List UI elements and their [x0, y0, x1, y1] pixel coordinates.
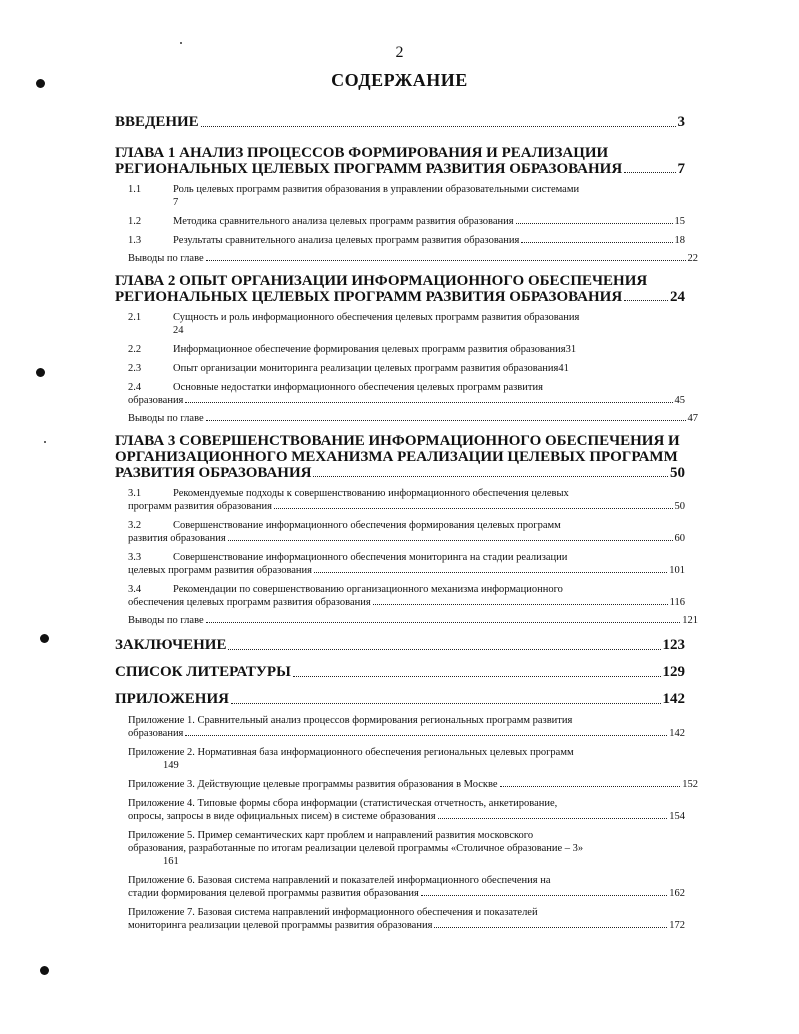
toc-entry-label: СПИСОК ЛИТЕРАТУРЫ: [115, 664, 291, 680]
dot-leader: [521, 242, 672, 243]
section-number: 2.4: [128, 382, 142, 393]
section-title-cont: развития образования: [128, 533, 226, 544]
summary-label: Выводы по главе: [128, 615, 204, 626]
toc-entry-page: 7: [677, 161, 685, 177]
chapter-title-line: РАЗВИТИЯ ОБРАЗОВАНИЯ: [115, 465, 312, 481]
summary-page: 121: [682, 615, 698, 626]
page-number: 2: [395, 44, 404, 61]
toc-section[interactable]: [128, 183, 685, 209]
toc-appendix[interactable]: [115, 906, 685, 932]
toc-section[interactable]: [128, 551, 685, 577]
section-title: Совершенствование информационного обеспечения формирования целевых программ: [173, 520, 561, 531]
toc-appendix[interactable]: [115, 829, 685, 868]
toc-entry-label: ПРИЛОЖЕНИЯ: [115, 691, 229, 707]
section-title-cont: программ развития образования: [128, 501, 272, 512]
toc-section[interactable]: [128, 381, 685, 407]
dot-leader: [313, 476, 668, 477]
dot-leader: [201, 126, 676, 127]
toc-section[interactable]: [128, 215, 685, 228]
section-number: 3.3: [128, 552, 142, 563]
section-title: Совершенствование информационного обеспечения мониторинга на стадии реализации: [173, 552, 568, 563]
appendix-title-cont: образования: [128, 728, 184, 739]
appendix-title: Приложение 2. Нормативная база информационного обеспечения региональных целевых программ: [128, 747, 574, 758]
dot-leader: [438, 818, 668, 819]
dot-leader: [206, 420, 686, 421]
chapter-title-line: ГЛАВА 3 СОВЕРШЕНСТВОВАНИЕ ИНФОРМАЦИОННОГО ОБЕСПЕЧЕНИЯ И: [115, 433, 680, 449]
toc-entry-label: ЗАКЛЮЧЕНИЕ: [115, 637, 227, 653]
section-title: Опыт организации мониторинга реализации целевых программ развития образования: [173, 363, 559, 374]
dot-leader: [516, 223, 673, 224]
appendix-page: 162: [669, 888, 685, 899]
toc-section[interactable]: [128, 519, 685, 545]
scan-mark: [40, 966, 49, 975]
section-number: 2.2: [128, 344, 142, 355]
section-number: 2.1: [128, 312, 142, 323]
chapter-title-line: РЕГИОНАЛЬНЫХ ЦЕЛЕВЫХ ПРОГРАММ РАЗВИТИЯ ОБРАЗОВАНИЯ: [115, 289, 623, 305]
section-number: 3.2: [128, 520, 142, 531]
section-page: 50: [674, 501, 685, 512]
section-number: 3.1: [128, 488, 142, 499]
toc-section[interactable]: [128, 311, 685, 337]
dot-leader: [185, 402, 672, 403]
dot-leader: [228, 540, 673, 541]
section-title: Роль целевых программ развития образования в управлении образовательными системами: [173, 184, 580, 195]
toc-section[interactable]: [128, 343, 685, 356]
toc-chapter-3[interactable]: [115, 433, 685, 481]
toc-appendix[interactable]: [115, 778, 698, 791]
appendix-title-cont: образования, разработанные по итогам реализации целевой программы «Столичное образование – 3»: [128, 843, 584, 854]
appendix-title: Приложение 1. Сравнительный анализ процессов формирования региональных программ развития: [128, 715, 573, 726]
section-page: 41: [558, 363, 569, 374]
section-title: Рекомендации по совершенствованию организационного механизма информационного: [173, 584, 563, 595]
chapter-title-line: ОРГАНИЗАЦИОННОГО МЕХАНИЗМА РЕАЛИЗАЦИИ ЦЕЛЕВЫХ ПРОГРАММ: [115, 449, 678, 465]
chapter-title-line: ГЛАВА 2 ОПЫТ ОРГАНИЗАЦИИ ИНФОРМАЦИОННОГО ОБЕСПЕЧЕНИЯ: [115, 273, 648, 289]
toc-section-list: [115, 183, 685, 247]
toc-chapter-summary[interactable]: [115, 252, 698, 265]
section-page: 101: [669, 565, 685, 576]
appendix-title: Приложение 4. Типовые формы сбора информации (статистическая отчетность, анкетирование,: [128, 798, 558, 809]
dot-leader: [421, 895, 667, 896]
dot-leader: [624, 300, 668, 301]
toc-entry-conclusion[interactable]: [115, 637, 685, 654]
dot-leader: [293, 676, 661, 677]
dot-leader: [206, 260, 686, 261]
toc-entry-page: 50: [670, 465, 685, 481]
dot-leader: [434, 927, 667, 928]
toc-section[interactable]: [128, 583, 685, 609]
toc-chapter-summary[interactable]: [115, 614, 698, 627]
summary-page: 22: [687, 253, 698, 264]
section-title: Основные недостатки информационного обеспечения целевых программ развития: [173, 382, 543, 393]
toc-entry-page: 129: [662, 664, 685, 680]
section-title-cont: целевых программ развития образования: [128, 565, 313, 576]
toc-entry-introduction[interactable]: [115, 114, 685, 131]
appendix-title: Приложение 7. Базовая система направлений информационного обеспечения и показателей: [128, 907, 538, 918]
table-of-contents: [115, 114, 698, 932]
section-page: 45: [674, 395, 685, 406]
appendix-title: Приложение 3. Действующие целевые программы развития образования в Москве: [128, 779, 498, 790]
page-title: СОДЕРЖАНИЕ: [331, 70, 468, 90]
appendix-title: Приложение 5. Пример семантических карт проблем и направлений развития московского: [128, 830, 534, 841]
toc-entry-page: 24: [670, 289, 685, 305]
dot-leader: [274, 508, 673, 509]
toc-entry-page: 123: [662, 637, 685, 653]
section-page: 15: [674, 216, 685, 227]
dot-leader: [206, 622, 681, 623]
toc-section[interactable]: [128, 362, 685, 375]
section-page: 7: [173, 197, 179, 208]
section-title: Методика сравнительного анализа целевых программ развития образования: [173, 216, 514, 227]
toc-appendix[interactable]: [115, 874, 685, 900]
toc-section-list: [115, 311, 685, 407]
dot-leader: [373, 604, 668, 605]
toc-section-list: [115, 487, 685, 609]
section-number: 1.1: [128, 184, 142, 195]
dot-leader: [500, 786, 681, 787]
dot-leader: [231, 703, 661, 704]
summary-page: 47: [687, 413, 698, 424]
toc-entry-page: 3: [677, 114, 685, 130]
section-number: 2.3: [128, 363, 142, 374]
toc-entry-label: ВВЕДЕНИЕ: [115, 114, 199, 130]
chapter-title-line: ГЛАВА 1 АНАЛИЗ ПРОЦЕССОВ ФОРМИРОВАНИЯ И РЕАЛИЗАЦИИ: [115, 145, 609, 161]
summary-label: Выводы по главе: [128, 413, 204, 424]
appendix-page: 161: [163, 856, 179, 867]
toc-appendix[interactable]: [115, 714, 685, 740]
toc-appendix[interactable]: [115, 746, 685, 772]
toc-chapter-2[interactable]: [115, 273, 685, 305]
section-number: 1.3: [128, 235, 142, 246]
toc-entry-appendices[interactable]: [115, 691, 685, 708]
section-page: 24: [173, 325, 184, 336]
section-number: 3.4: [128, 584, 142, 595]
appendix-title-cont: стадии формирования целевой программы развития образования: [128, 888, 419, 899]
scan-mark: [40, 634, 49, 643]
dot-leader: [314, 572, 667, 573]
section-title-cont: обеспечения целевых программ развития образования: [128, 597, 371, 608]
section-page: 60: [674, 533, 685, 544]
appendix-page: 142: [669, 728, 685, 739]
scan-mark: [36, 368, 45, 377]
toc-appendix[interactable]: [115, 797, 685, 823]
section-page: 116: [669, 597, 685, 608]
toc-entry-bibliography[interactable]: [115, 664, 685, 681]
dot-leader: [228, 649, 660, 650]
section-title: Рекомендуемые подходы к совершенствованию информационного обеспечения целевых: [173, 488, 569, 499]
chapter-title-line: РЕГИОНАЛЬНЫХ ЦЕЛЕВЫХ ПРОГРАММ РАЗВИТИЯ ОБРАЗОВАНИЯ: [115, 161, 623, 177]
appendix-page: 154: [669, 811, 685, 822]
summary-label: Выводы по главе: [128, 253, 204, 264]
toc-section[interactable]: [128, 234, 685, 247]
appendix-page: 152: [682, 779, 698, 790]
section-title: Информационное обеспечение формирования целевых программ развития образования: [173, 344, 566, 355]
appendix-title-cont: мониторинга реализации целевой программы развития образования: [128, 920, 433, 931]
dot-leader: [185, 735, 667, 736]
appendix-page: 172: [669, 920, 685, 931]
section-number: 1.2: [128, 216, 142, 227]
section-page: 31: [565, 344, 577, 355]
toc-entry-page: 142: [662, 691, 685, 707]
section-title: Результаты сравнительного анализа целевых программ развития образования: [173, 235, 520, 246]
toc-section[interactable]: [128, 487, 685, 513]
appendix-title: Приложение 6. Базовая система направлений и показателей информационного обеспечения на: [128, 875, 551, 886]
section-title-cont: образования: [128, 395, 184, 406]
scan-speck: [44, 441, 46, 443]
toc-chapter-1[interactable]: [115, 145, 685, 177]
appendix-page: 149: [163, 760, 179, 771]
section-title: Сущность и роль информационного обеспечения целевых программ развития образования: [173, 312, 580, 323]
section-page: 18: [674, 235, 685, 246]
dot-leader: [624, 172, 675, 173]
appendix-title-cont: опросы, запросы в виде официальных писем) в системе образования: [128, 811, 436, 822]
toc-chapter-summary[interactable]: [115, 412, 698, 425]
